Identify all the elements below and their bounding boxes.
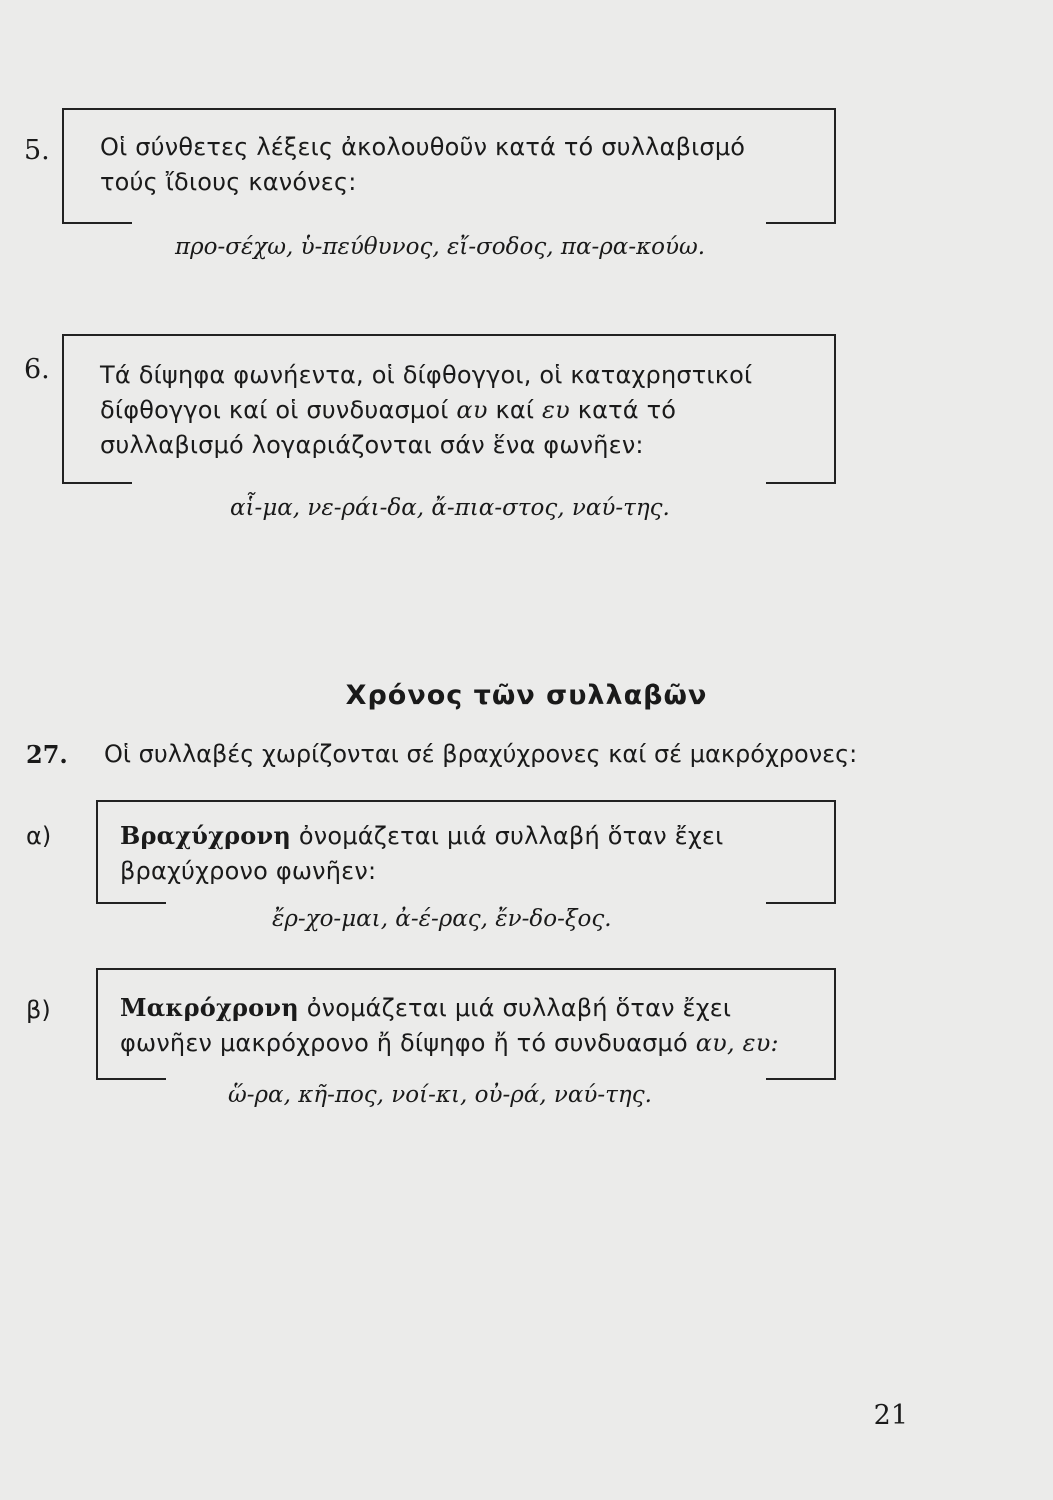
rule-6-box bbox=[62, 334, 836, 484]
rule-27-text: Οἱ συλλαβές χωρίζονται σέ βραχύχρονες καί σέ μακρόχρονες: bbox=[104, 740, 858, 768]
rule-6-eu: ευ bbox=[542, 396, 570, 424]
case-a-example: ἔρ-χο-μαι, ἀ-έ-ρας, ἔν-δο-ξος. bbox=[272, 906, 612, 932]
case-b-example: ὥ-ρα, κῆ-πος, νοί-κι, οὐ-ρά, ναύ-της. bbox=[228, 1082, 652, 1108]
section-heading: Χρόνος τῶν συλλαβῶν bbox=[345, 680, 708, 711]
case-a-term: Βραχύχρονη bbox=[120, 821, 292, 850]
rule-6-au: αυ bbox=[456, 396, 488, 424]
rule-5-text: Οἱ σύνθετες λέξεις ἀκολουθοῦν κατά τό συλλαβισμό τούς ἴδιους κανόνες: bbox=[100, 133, 746, 196]
page-number: 21 bbox=[873, 1400, 908, 1431]
rule-5-box bbox=[62, 108, 836, 224]
case-a-box bbox=[96, 800, 836, 904]
case-b-box bbox=[96, 968, 836, 1080]
rule-5-example: προ-σέχω, ὑ-πεύθυνος, εἴ-σοδος, πα-ρα-κούω. bbox=[175, 234, 706, 260]
rule-6-text-part2: κατά τό συλλαβισμό λογαριάζονται σάν ἕνα φωνῆεν: bbox=[100, 396, 677, 459]
rule-6-text-part1: Τά δίψηφα φωνήεντα, οἱ δίφθογγοι, οἱ καταχρηστικοί δίφθογγοι καί οἱ συνδυασμοί bbox=[100, 361, 753, 424]
case-b-text bbox=[120, 990, 820, 1061]
case-a-label: α) bbox=[26, 822, 52, 850]
case-a-definition: ὀνομάζεται μιά συλλαβή ὅταν ἔχει βραχύχρονο φωνῆεν: bbox=[120, 822, 724, 885]
rule-6-kai: καί bbox=[495, 396, 535, 424]
rule-5-number: 5. bbox=[24, 135, 50, 166]
case-a-text bbox=[120, 818, 810, 889]
rule-27-number: 27. bbox=[26, 740, 68, 769]
rule-6-example: αἷ-μα, νε-ράι-δα, ἄ-πια-στος, ναύ-της. bbox=[230, 495, 670, 521]
rule-6-text bbox=[100, 358, 810, 463]
rule-6-number: 6. bbox=[24, 354, 50, 385]
case-b-eu: ευ: bbox=[742, 1029, 779, 1057]
case-b-term: Μακρόχρονη bbox=[120, 993, 299, 1022]
case-b-definition: ὀνομάζεται μιά συλλαβή ὅταν ἔχει φωνῆεν μακρόχρονο ἤ δίψηφο ἤ τό συνδυασμό bbox=[120, 994, 732, 1057]
case-b-au: αυ, bbox=[695, 1029, 735, 1057]
case-b-label: β) bbox=[26, 996, 51, 1024]
